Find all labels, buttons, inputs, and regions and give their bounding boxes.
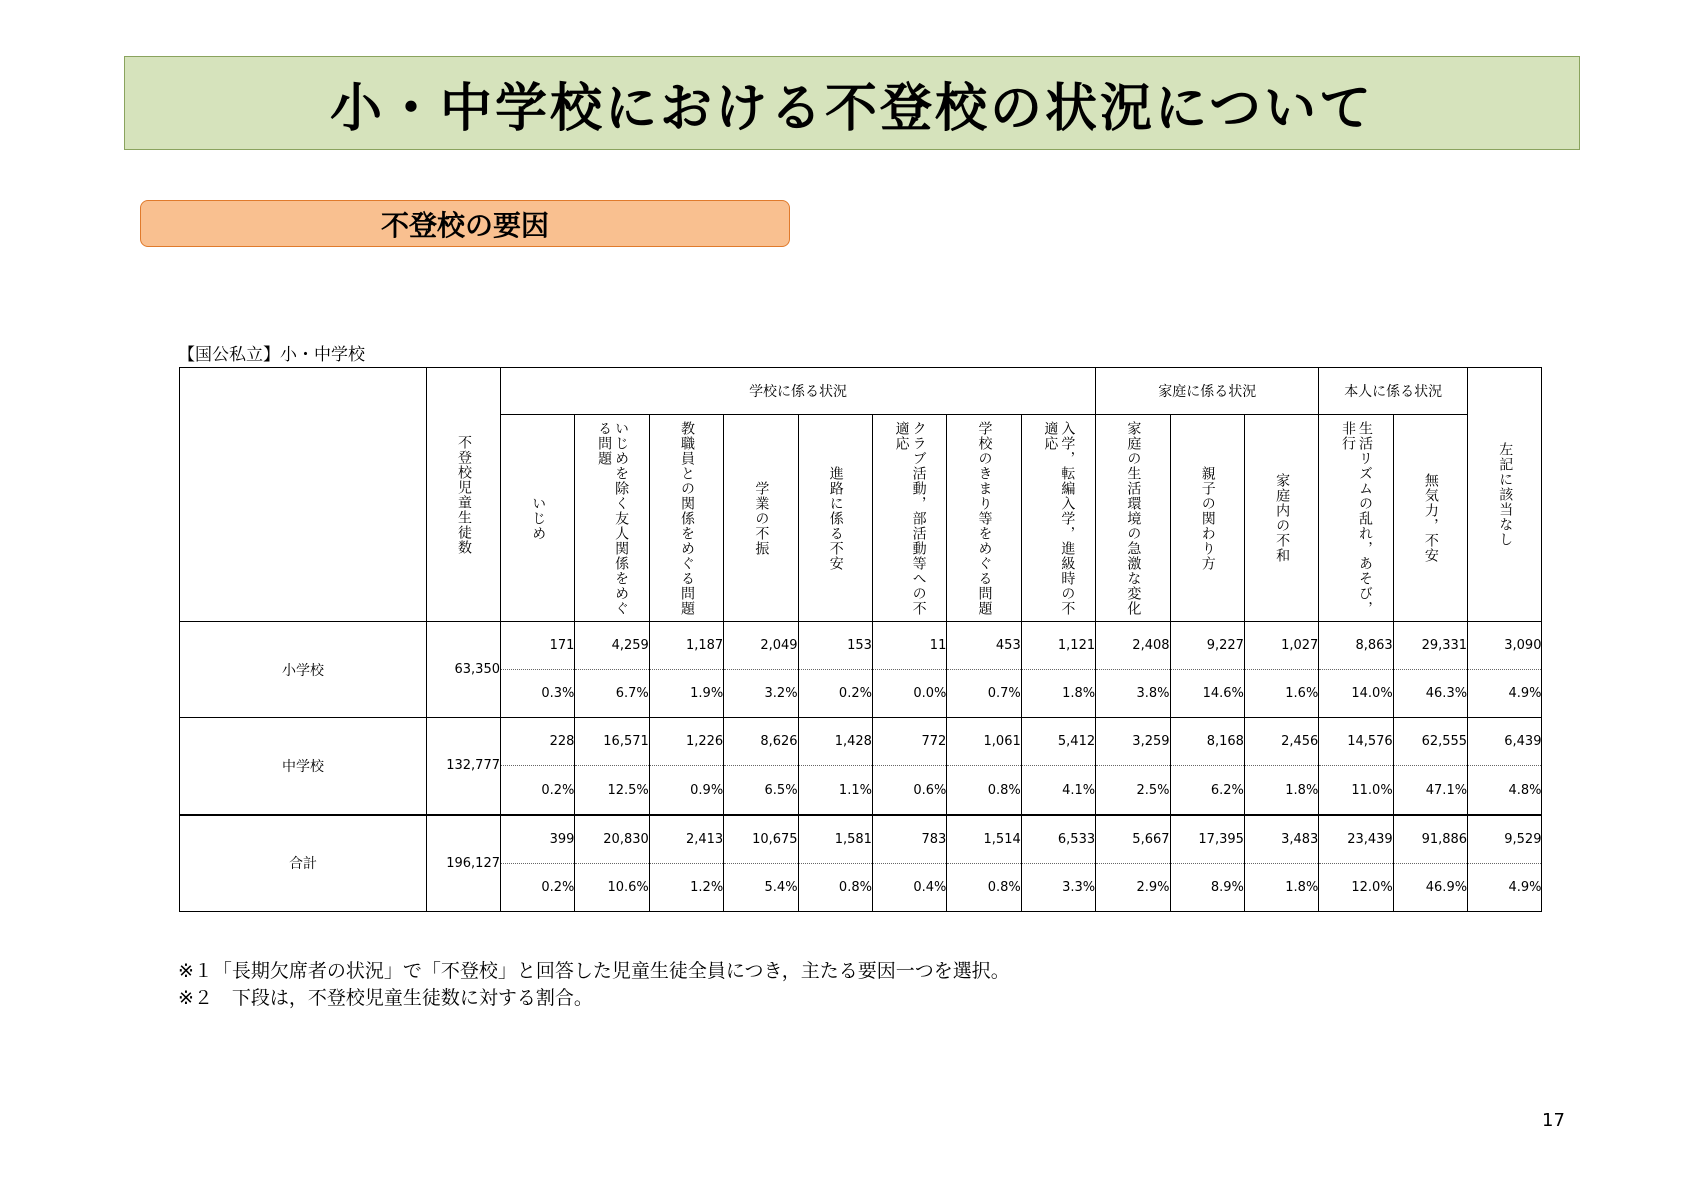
percent-cell: 0.8% bbox=[947, 863, 1021, 911]
count-cell: 2,456 bbox=[1244, 718, 1318, 766]
percent-cell: 0.8% bbox=[798, 863, 872, 911]
column-header: いじめを除く友人関係をめぐる問題 bbox=[575, 415, 649, 622]
percent-cell: 0.2% bbox=[501, 766, 575, 815]
column-header: 学業の不振 bbox=[724, 415, 798, 622]
total-count-cell: 63,350 bbox=[427, 622, 501, 718]
count-cell: 9,227 bbox=[1170, 622, 1244, 670]
percent-cell: 10.6% bbox=[575, 863, 649, 911]
column-header: クラブ活動，部活動等への不適応 bbox=[872, 415, 946, 622]
percent-cell: 1.9% bbox=[649, 670, 723, 718]
percent-cell: 1.1% bbox=[798, 766, 872, 815]
count-cell: 8,168 bbox=[1170, 718, 1244, 766]
column-header: 進路に係る不安 bbox=[798, 415, 872, 622]
footnotes bbox=[178, 958, 1010, 1012]
percent-cell: 6.7% bbox=[575, 670, 649, 718]
count-cell: 17,395 bbox=[1170, 815, 1244, 864]
count-cell: 23,439 bbox=[1319, 815, 1393, 864]
count-cell: 1,187 bbox=[649, 622, 723, 670]
none-applicable-header: 左記に該当なし bbox=[1468, 368, 1542, 622]
percent-cell: 11.0% bbox=[1319, 766, 1393, 815]
count-cell: 1,121 bbox=[1021, 622, 1095, 670]
column-header: 入学，転編入学，進級時の不適応 bbox=[1021, 415, 1095, 622]
percent-cell: 0.0% bbox=[872, 670, 946, 718]
percent-cell: 3.2% bbox=[724, 670, 798, 718]
column-header: 無気力，不安 bbox=[1393, 415, 1467, 622]
column-header: 学校のきまり等をめぐる問題 bbox=[947, 415, 1021, 622]
count-cell: 10,675 bbox=[724, 815, 798, 864]
row-label: 合計 bbox=[180, 815, 427, 912]
count-cell: 1,428 bbox=[798, 718, 872, 766]
column-header: 生活リズムの乱れ，あそび，非行 bbox=[1319, 415, 1393, 622]
percent-cell: 0.3% bbox=[501, 670, 575, 718]
count-cell: 2,413 bbox=[649, 815, 723, 864]
row-label: 小学校 bbox=[180, 622, 427, 718]
percent-cell: 4.9% bbox=[1468, 670, 1542, 718]
percent-cell: 12.0% bbox=[1319, 863, 1393, 911]
count-cell: 8,863 bbox=[1319, 622, 1393, 670]
count-cell: 2,049 bbox=[724, 622, 798, 670]
count-cell: 9,529 bbox=[1468, 815, 1542, 864]
count-cell: 62,555 bbox=[1393, 718, 1467, 766]
percent-cell: 0.2% bbox=[501, 863, 575, 911]
count-cell: 4,259 bbox=[575, 622, 649, 670]
count-cell: 91,886 bbox=[1393, 815, 1467, 864]
count-cell: 153 bbox=[798, 622, 872, 670]
count-cell: 228 bbox=[501, 718, 575, 766]
percent-cell: 4.1% bbox=[1021, 766, 1095, 815]
percent-cell: 5.4% bbox=[724, 863, 798, 911]
page-title: 小・中学校における不登校の状況について bbox=[330, 78, 1374, 139]
count-cell: 171 bbox=[501, 622, 575, 670]
count-cell: 399 bbox=[501, 815, 575, 864]
count-cell: 6,439 bbox=[1468, 718, 1542, 766]
footnote-2: ※２ 下段は，不登校児童生徒数に対する割合。 bbox=[178, 987, 593, 1009]
self-factors-header: 本人に係る状況 bbox=[1319, 368, 1468, 415]
total-count-cell: 132,777 bbox=[427, 718, 501, 815]
percent-cell: 4.8% bbox=[1468, 766, 1542, 815]
family-factors-header: 家庭に係る状況 bbox=[1096, 368, 1319, 415]
percent-cell: 8.9% bbox=[1170, 863, 1244, 911]
percent-cell: 1.2% bbox=[649, 863, 723, 911]
percent-cell: 0.9% bbox=[649, 766, 723, 815]
page-title-bar bbox=[124, 56, 1580, 150]
count-cell: 1,226 bbox=[649, 718, 723, 766]
percent-cell: 3.8% bbox=[1096, 670, 1170, 718]
percent-cell: 14.0% bbox=[1319, 670, 1393, 718]
page-number: 17 bbox=[1542, 1110, 1565, 1131]
count-cell: 20,830 bbox=[575, 815, 649, 864]
percent-cell: 47.1% bbox=[1393, 766, 1467, 815]
count-cell: 1,514 bbox=[947, 815, 1021, 864]
percent-cell: 6.2% bbox=[1170, 766, 1244, 815]
count-cell: 8,626 bbox=[724, 718, 798, 766]
percent-cell: 1.8% bbox=[1244, 863, 1318, 911]
count-cell: 2,408 bbox=[1096, 622, 1170, 670]
count-cell: 6,533 bbox=[1021, 815, 1095, 864]
count-cell: 3,483 bbox=[1244, 815, 1318, 864]
count-cell: 1,027 bbox=[1244, 622, 1318, 670]
count-cell: 1,581 bbox=[798, 815, 872, 864]
percent-cell: 14.6% bbox=[1170, 670, 1244, 718]
column-header: 家庭の生活環境の急激な変化 bbox=[1096, 415, 1170, 622]
percent-cell: 0.4% bbox=[872, 863, 946, 911]
percent-cell: 46.9% bbox=[1393, 863, 1467, 911]
percent-cell: 2.9% bbox=[1096, 863, 1170, 911]
percent-cell: 12.5% bbox=[575, 766, 649, 815]
percent-cell: 1.8% bbox=[1244, 766, 1318, 815]
percent-cell: 4.9% bbox=[1468, 863, 1542, 911]
column-header: 親子の関わり方 bbox=[1170, 415, 1244, 622]
count-cell: 453 bbox=[947, 622, 1021, 670]
percent-cell: 0.2% bbox=[798, 670, 872, 718]
percent-cell: 46.3% bbox=[1393, 670, 1467, 718]
percent-cell: 1.6% bbox=[1244, 670, 1318, 718]
percent-cell: 6.5% bbox=[724, 766, 798, 815]
table-caption: 【国公私立】小・中学校 bbox=[178, 345, 365, 365]
percent-cell: 3.3% bbox=[1021, 863, 1095, 911]
percent-cell: 1.8% bbox=[1021, 670, 1095, 718]
count-cell: 3,259 bbox=[1096, 718, 1170, 766]
count-cell: 783 bbox=[872, 815, 946, 864]
count-cell: 5,667 bbox=[1096, 815, 1170, 864]
count-cell: 3,090 bbox=[1468, 622, 1542, 670]
school-factors-header: 学校に係る状況 bbox=[501, 368, 1096, 415]
column-header: 教職員との関係をめぐる問題 bbox=[649, 415, 723, 622]
column-header: 家庭内の不和 bbox=[1244, 415, 1318, 622]
section-heading-box bbox=[140, 200, 790, 247]
corner-header-cell bbox=[180, 368, 427, 622]
absence-factors-table bbox=[179, 367, 1542, 912]
total-count-header: 不登校児童生徒数 bbox=[427, 368, 501, 622]
count-cell: 772 bbox=[872, 718, 946, 766]
section-heading: 不登校の要因 bbox=[380, 208, 549, 242]
percent-cell: 2.5% bbox=[1096, 766, 1170, 815]
percent-cell: 0.7% bbox=[947, 670, 1021, 718]
count-cell: 1,061 bbox=[947, 718, 1021, 766]
count-cell: 29,331 bbox=[1393, 622, 1467, 670]
count-cell: 16,571 bbox=[575, 718, 649, 766]
count-cell: 5,412 bbox=[1021, 718, 1095, 766]
percent-cell: 0.8% bbox=[947, 766, 1021, 815]
count-cell: 14,576 bbox=[1319, 718, 1393, 766]
count-cell: 11 bbox=[872, 622, 946, 670]
row-label: 中学校 bbox=[180, 718, 427, 815]
column-header: いじめ bbox=[501, 415, 575, 622]
total-count-cell: 196,127 bbox=[427, 815, 501, 912]
percent-cell: 0.6% bbox=[872, 766, 946, 815]
footnote-1: ※１「長期欠席者の状況」で「不登校」と回答した児童生徒全員につき，主たる要因一つを選択。 bbox=[178, 960, 1010, 982]
